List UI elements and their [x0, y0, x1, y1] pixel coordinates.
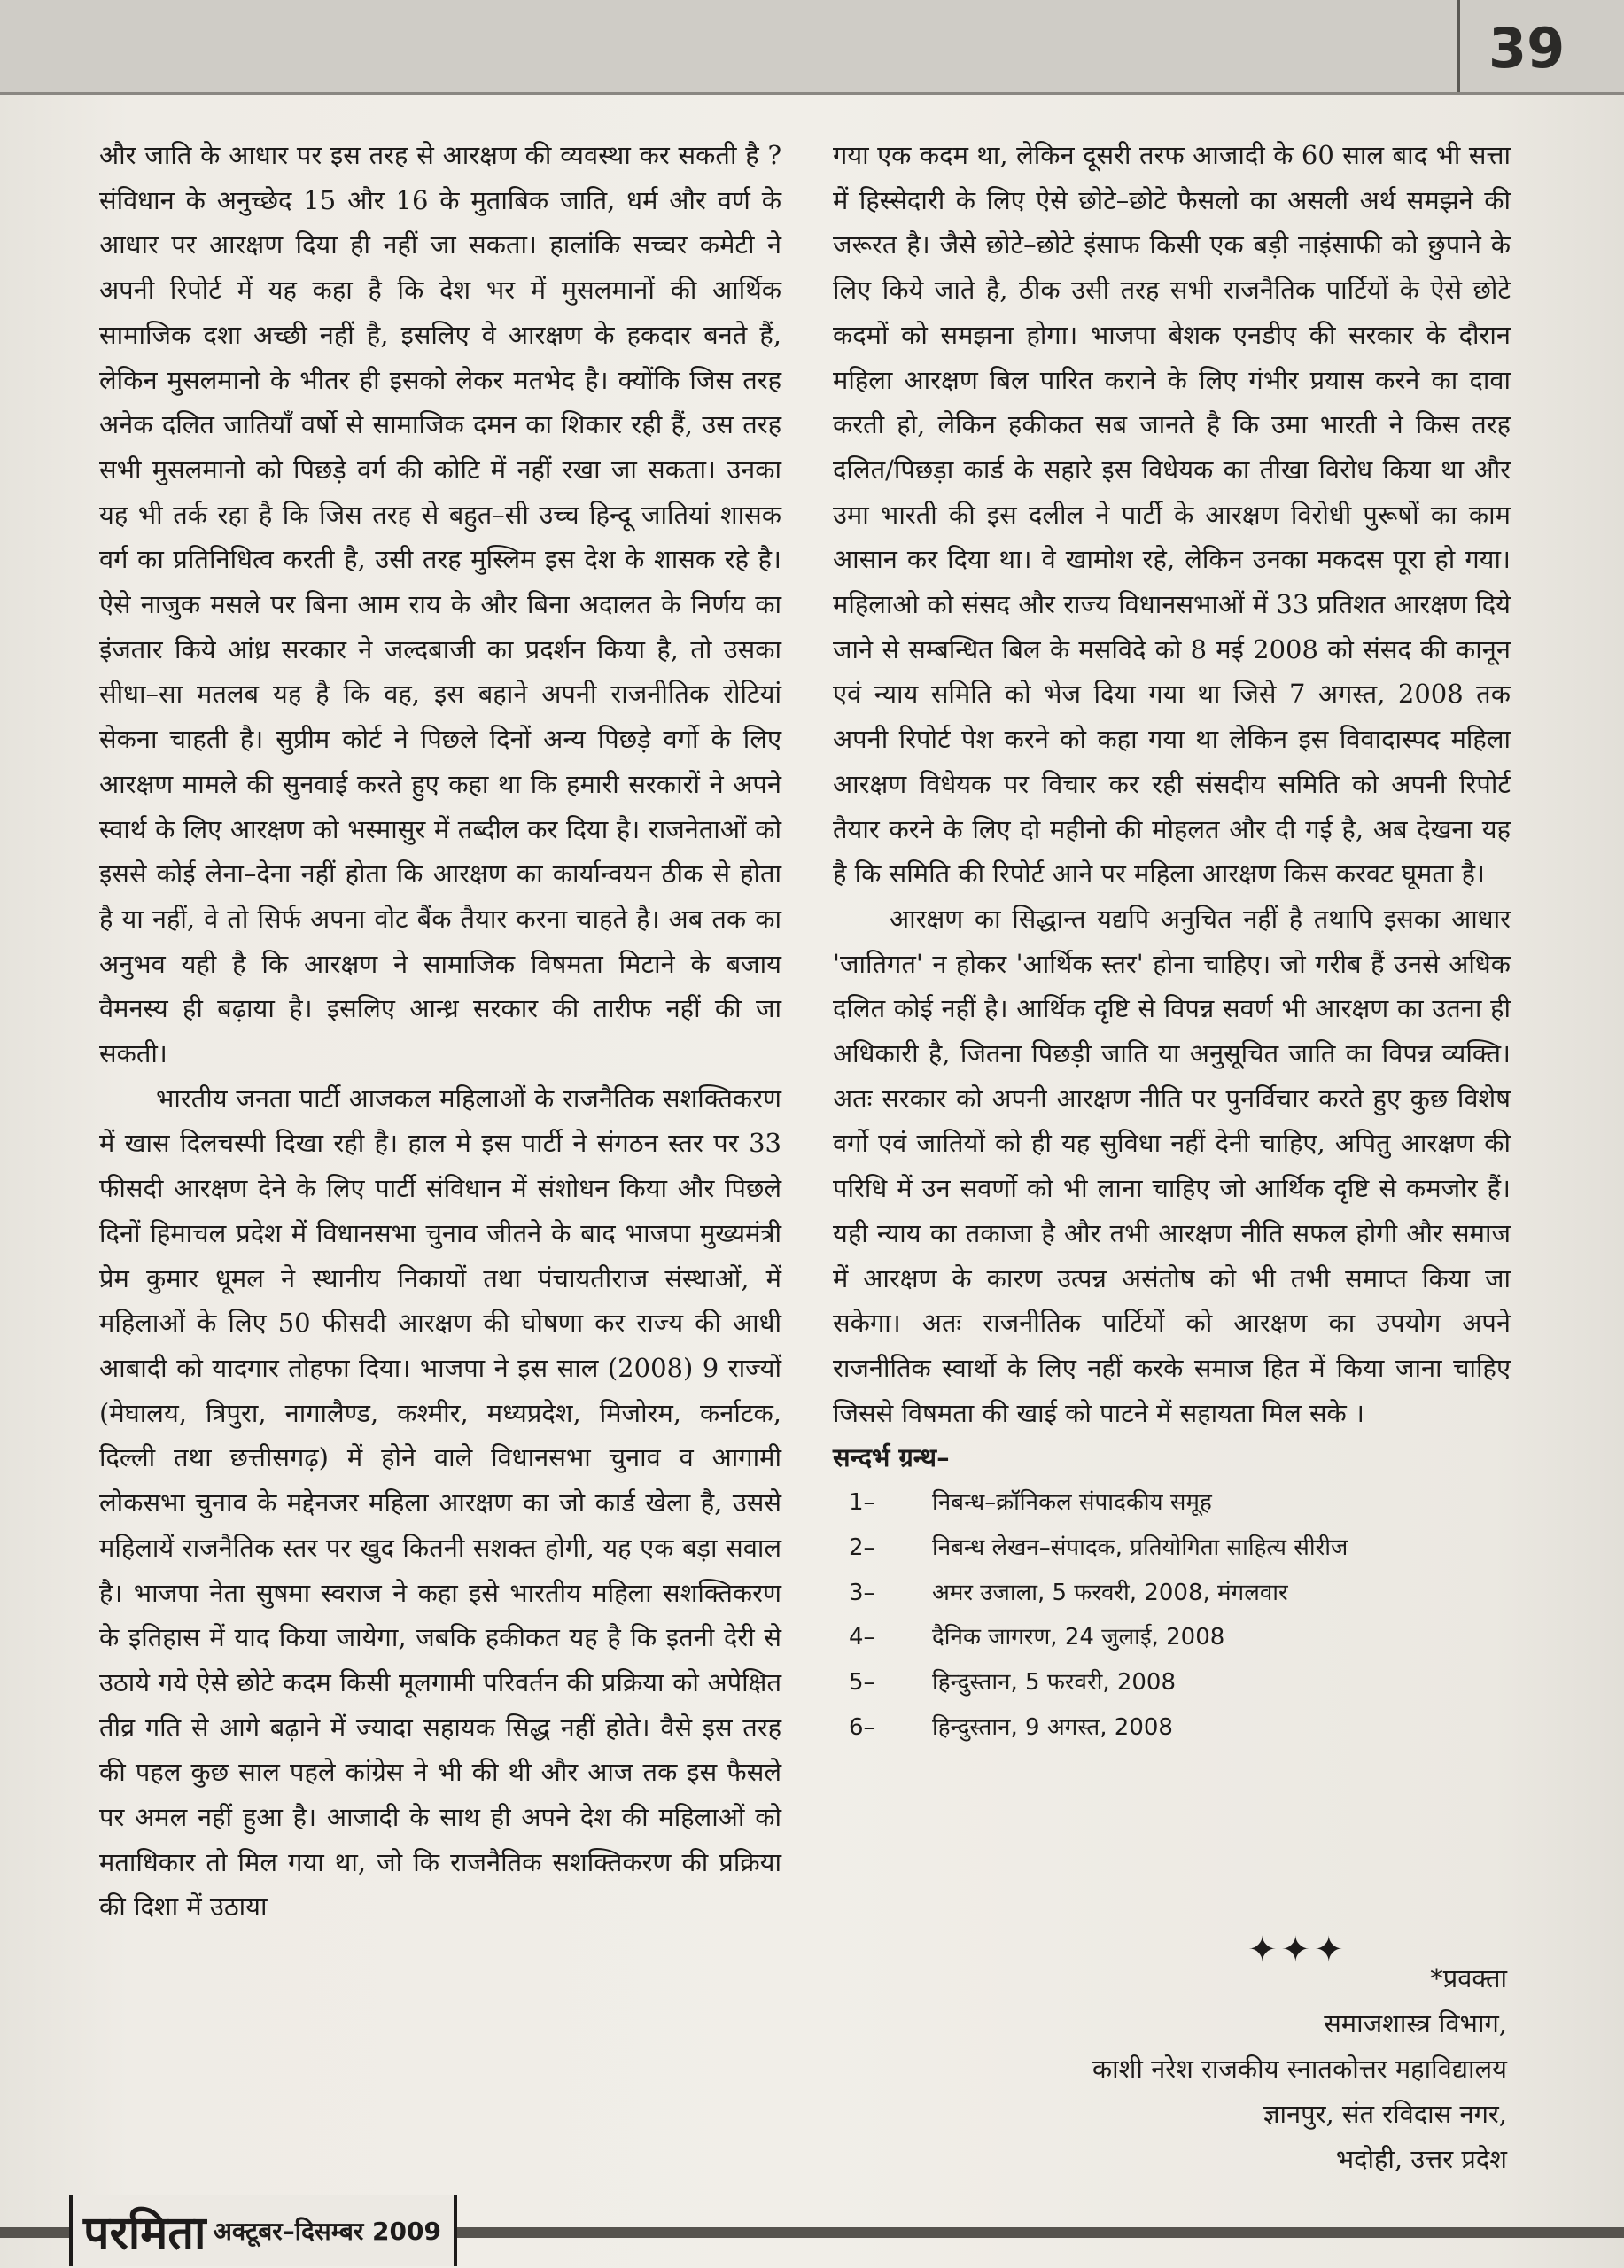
author-role: *प्रवक्ता: [1430, 1963, 1507, 1993]
reference-item: [833, 1660, 1511, 1705]
reference-number: 1–: [849, 1489, 875, 1517]
references-heading: सन्दर्भ ग्रन्थ–: [833, 1442, 950, 1473]
page-footer: [0, 2195, 1624, 2268]
reference-number: 6–: [849, 1713, 875, 1741]
author-college: काशी नरेश राजकीय स्नातकोत्तर महाविद्यालय: [1092, 2054, 1507, 2084]
reference-item: [833, 1571, 1511, 1616]
header-divider: [1457, 0, 1460, 92]
footer-masthead: [69, 2195, 457, 2266]
author-department: समाजशास्त्र विभाग,: [1324, 2008, 1507, 2039]
reference-text: हिन्दुस्तान, 9 अगस्त, 2008: [932, 1713, 1173, 1741]
reference-text: निबन्ध–क्रॉनिकल संपादकीय समूह: [932, 1489, 1212, 1517]
right-paragraph-1: गया एक कदम था, लेकिन दूसरी तरफ आजादी के 60 साल बाद भी सत्ता में हिस्सेदारी के लिए ऐसे छोटे–छोटे फैसलो का असली अर्थ समझने की जरूरत है। जैसे छोटे–छोटे इंसाफ किसी एक बड़ी नाइंसाफी को छुपाने के लिए किये जाते है, ठीक उसी तरह सभी राजनैतिक पार्टियों के ऐसे छोटे कदमों को समझना होगा। भाजपा बेशक एनडीए की सरकार के दौरान महिला आरक्षण बिल पारित कराने के लिए गंभीर प्रयास करने का दावा करती हो, लेकिन हकीकत सब जानते है कि उमा भारती ने किस तरह दलित/पिछड़ा कार्ड के सहारे इस विधेयक का तीखा विरोध किया था और उमा भारती की इस दलील ने पार्टी के आरक्षण विरोधी पुरूषों का काम आसान कर दिया था। वे खामोश रहे, लेकिन उनका मकदस पूरा हो गया। महिलाओ को संसद और राज्य विधानसभाओं में 33 प्रतिशत आरक्षण दिये जाने से सम्बन्धित बिल के मसविदे को 8 मई 2008 को संसद की कानून एवं न्याय समिति को भेज दिया गया था जिसे 7 अगस्त, 2008 तक अपनी रिपोर्ट पेश करने को कहा गया था लेकिन इस विवादास्पद महिला आरक्षण विधेयक पर विचार कर रही संसदीय समिति को अपनी रिपोर्ट तैयार करने के लिए दो महीनो की मोहलत और दी गई है, अब देखना यह है कि समिति की रिपोर्ट आने पर महिला आरक्षण किस करवट घूमता है।: [833, 140, 1511, 889]
reference-number: 5–: [849, 1668, 875, 1696]
left-paragraph-2: भारतीय जनता पार्टी आजकल महिलाओं के राजनैतिक सशक्तिकरण में खास दिलचस्पी दिखा रही है। हाल मे इस पार्टी ने संगठन स्तर पर 33 फीसदी आरक्षण देने के लिए पार्टी संविधान में संशोधन किया और पिछले दिनों हिमाचल प्रदेश में विधानसभा चुनाव जीतने के बाद भाजपा मुख्यमंत्री प्रेम कुमार धूमल ने स्थानीय निकायों तथा पंचायतीराज संस्थाओं, में महिलाओं के लिए 50 फीसदी आरक्षण की घोषणा कर राज्य की आधी आबादी को यादगार तोहफा दिया। भाजपा ने इस साल (2008) 9 राज्यों (मेघालय, त्रिपुरा, नागालैण्ड, कश्मीर, मध्यप्रदेश, मिजोरम, कर्नाटक, दिल्ली तथा छत्तीसगढ़) में होने वाले विधानसभा चुनाव व आगामी लोकसभा चुनाव के मद्देनजर महिला आरक्षण का जो कार्ड खेला है, उससे महिलायें राजनैतिक स्तर पर खुद कितनी सशक्त होगी, यह एक बड़ा सवाल है। भाजपा नेता सुषमा स्वराज ने कहा इसे भारतीय महिला सशक्तिकरण के इतिहास में याद किया जायेगा, जबकि हकीकत यह है कि इतनी देरी से उठाये गये ऐसे छोटे कदम किसी मूलगामी परिवर्तन की प्रक्रिया को अपेक्षित तीव्र गति से आगे बढ़ाने में ज्यादा सहायक सिद्ध नहीं होते। वैसे इस तरह की पहल कुछ साल पहले कांग्रेस ने भी की थी और आज तक इस फैसले पर अमल नहीं हुआ है। आजादी के साथ ही अपने देश की महिलाओं को मताधिकार तो मिल गया था, जो कि राजनैतिक सशक्तिकरण की प्रक्रिया की दिशा में उठाया: [99, 1083, 781, 1922]
reference-text: अमर उजाला, 5 फरवरी, 2008, मंगलवार: [932, 1579, 1288, 1606]
right-paragraph-2: आरक्षण का सिद्धान्त यद्यपि अनुचित नहीं है तथापि इसका आधार 'जातिगत' न होकर 'आर्थिक स्तर' होना चाहिए। जो गरीब हैं उनसे अधिक दलित कोई नहीं है। आर्थिक दृष्टि से विपन्न सवर्ण भी आरक्षण का उतना ही अधिकारी है, जितना पिछड़ी जाति या अनुसूचित जाति का विपन्न व्यक्ति। अतः सरकार को अपनी आरक्षण नीति पर पुनर्विचार करते हुए कुछ विशेष वर्गो एवं जातियों को ही यह सुविधा नहीं देनी चाहिए, अपितु आरक्षण की परिधि में उन सवर्णो को भी लाना चाहिए जो आर्थिक दृष्टि से कमजोर हैं। यही न्याय का तकाजा है और तभी आरक्षण नीति सफल होगी और समाज में आरक्षण के कारण उत्पन्न असंतोष को भी तभी समाप्त किया जा सकेगा। अतः राजनीतिक पार्टियों को आरक्षण का उपयोग अपने राजनीतिक स्वार्थो के लिए नहीं करके समाज हित में किया जाना चाहिए जिससे विषमता की खाई को पाटने में सहायता मिल सके ।: [833, 903, 1511, 1428]
reference-text: दैनिक जागरण, 24 जुलाई, 2008: [932, 1624, 1225, 1651]
reference-number: 2–: [849, 1534, 875, 1561]
magazine-name: परमिता: [83, 2205, 206, 2260]
references-list: [833, 1480, 1511, 1750]
reference-item: [833, 1615, 1511, 1660]
header-band: [0, 0, 1624, 95]
reference-number: 4–: [849, 1624, 875, 1651]
issue-date: अक्टूबर–दिसम्बर 2009: [213, 2217, 441, 2246]
section-end-ornament: ✦✦✦: [1247, 1930, 1348, 1970]
page-number: 39: [1488, 16, 1566, 81]
left-paragraph-1: और जाति के आधार पर इस तरह से आरक्षण की व्यवस्था कर सकती है ?संविधान के अनुच्छेद 15 और 16 के मुताबिक जाति, धर्म और वर्ण के आधार पर आरक्षण दिया ही नहीं जा सकता। हालांकि सच्चर कमेटी ने अपनी रिपोर्ट में यह कहा है कि देश भर में मुसलमानों की आर्थिक सामाजिक दशा अच्छी नहीं है, इसलिए वे आरक्षण के हकदार बनते हैं, लेकिन मुसलमानो के भीतर ही इसको लेकर मतभेद है। क्योंकि जिस तरह अनेक दलित जातियाँ वर्षो से सामाजिक दमन का शिकार रही हैं, उस तरह सभी मुसलमानो को पिछड़े वर्ग की कोटि में नहीं रखा जा सकता। उनका यह भी तर्क रहा है कि जिस तरह से बहुत–सी उच्च हिन्दू जातियां शासक वर्ग का प्रतिनिधित्व करती है, उसी तरह मुस्लिम इस देश के शासक रहे है। ऐसे नाजुक मसले पर बिना आम राय के और बिना अदालत के निर्णय का इंजतार किये आंध्र सरकार ने जल्दबाजी का प्रदर्शन किया है, तो उसका सीधा–सा मतलब यह है कि वह, इस बहाने अपनी राजनीतिक रोटियां सेकना चाहती है। सुप्रीम कोर्ट ने पिछले दिनों अन्य पिछड़े वर्गो के लिए आरक्षण मामले की सुनवाई करते हुए कहा था कि हमारी सरकारों ने अपने स्वार्थ के लिए आरक्षण को भस्मासुर में तब्दील कर दिया है। राजनेताओं को इससे कोई लेना–देना नहीं होता कि आरक्षण का कार्यान्वयन ठीक से होता है या नहीं, वे तो सिर्फ अपना वोट बैंक तैयार करना चाहते है। अब तक का अनुभव यही है कि आरक्षण ने सामाजिक विषमता मिटाने के बजाय वैमनस्य ही बढ़ाया है। इसलिए आन्ध्र सरकार की तारीफ नहीं की जा सकती।: [99, 140, 781, 1069]
reference-item: [833, 1480, 1511, 1526]
author-signature: [1092, 1956, 1507, 2182]
author-district: भदोही, उत्तर प्रदेश: [1335, 2144, 1507, 2174]
right-column: [833, 133, 1511, 1750]
left-column: [99, 133, 781, 1930]
reference-item: [833, 1526, 1511, 1571]
reference-item: [833, 1705, 1511, 1751]
author-place: ज्ञानपुर, संत रविदास नगर,: [1263, 2099, 1507, 2129]
reference-number: 3–: [849, 1579, 875, 1606]
reference-text: निबन्ध लेखन–संपादक, प्रतियोगिता साहित्य सीरीज: [932, 1534, 1348, 1561]
reference-text: हिन्दुस्तान, 5 फरवरी, 2008: [932, 1668, 1177, 1696]
